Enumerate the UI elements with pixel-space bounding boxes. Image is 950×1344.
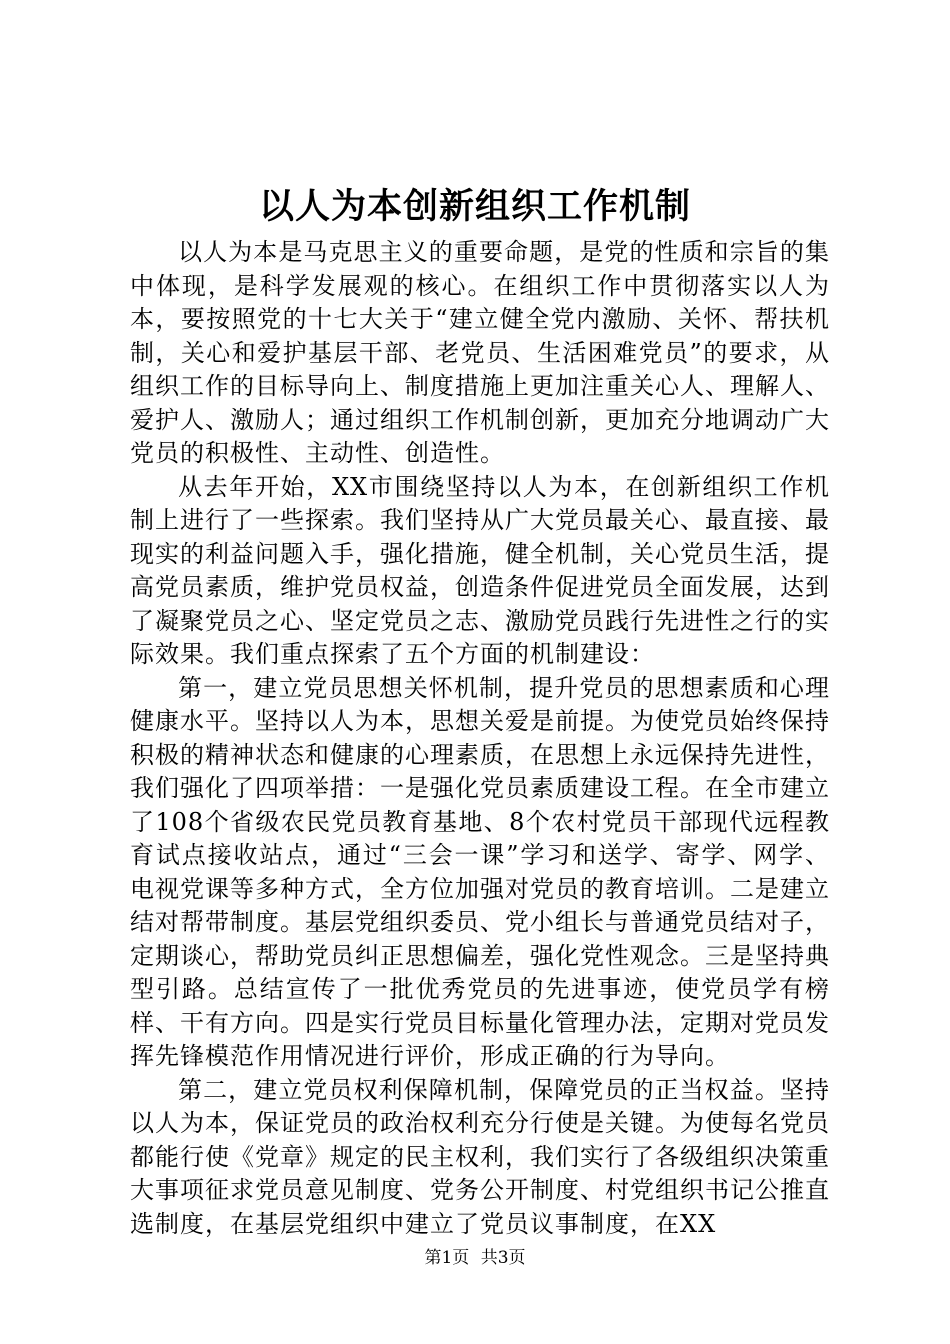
page-footer (0, 1246, 950, 1270)
paragraph-1: 以人为本是马克思主义的重要命题，是党的性质和宗旨的集中体现，是科学发展观的核心。在组织工作中贯彻落实以人为本，要按照党的十七大关于“建立健全党内激励、关怀、帮扶机制，关心和爱护基层干部、老党员、生活困难党员”的要求，从组织工作的目标导向上、制度措施上更加注重关心人、理解人、爱护人、激励人；通过组织工作机制创新，更加充分地调动广大党员的积极性、主动性、创造性。 (130, 238, 830, 467)
paragraph-4: 第二，建立党员权利保障机制，保障党员的正当权益。坚持以人为本，保证党员的政治权利充分行使是关键。为使每名党员都能行使《党章》规定的民主权利，我们实行了各级组织决策重大事项征求党员意见制度、党务公开制度、村党组织书记公推直选制度，在基层党组织中建立了党员议事制度，在XX (130, 1075, 830, 1238)
document-title: 以人为本创新组织工作机制 (258, 186, 691, 227)
page-total: 共3页 (480, 1248, 526, 1268)
paragraph-2: 从去年开始，XX市围绕坚持以人为本，在创新组织工作机制上进行了一些探索。我们坚持从广大党员最关心、最直接、最现实的利益问题入手，强化措施，健全机制，关心党员生活，提高党员素质，维护党员权益，创造条件促进党员全面发展，达到了凝聚党员之心、坚定党员之志、激励党员践行先进性之行的实际效果。我们重点探索了五个方面的机制建设： (130, 472, 830, 668)
document-body (130, 236, 830, 1241)
page-number: 第1页 (424, 1248, 470, 1268)
paragraph-3: 第一，建立党员思想关怀机制，提升党员的思想素质和心理健康水平。坚持以人为本，思想关爱是前提。为使党员始终保持积极的精神状态和健康的心理素质，在思想上永远保持先进性，我们强化了四项举措：一是强化党员素质建设工程。在全市建立了108个省级农民党员教育基地、8个农村党员干部现代远程教育试点接收站点，通过“三会一课”学习和送学、寄学、网学、电视党课等多种方式，全方位加强对党员的教育培训。二是建立结对帮带制度。基层党组织委员、党小组长与普通党员结对子，定期谈心，帮助党员纠正思想偏差，强化党性观念。三是坚持典型引路。总结宣传了一批优秀党员的先进事迹，使党员学有榜样、干有方向。四是实行党员目标量化管理办法，定期对党员发挥先锋模范作用情况进行评价，形成正确的行为导向。 (130, 673, 830, 1070)
